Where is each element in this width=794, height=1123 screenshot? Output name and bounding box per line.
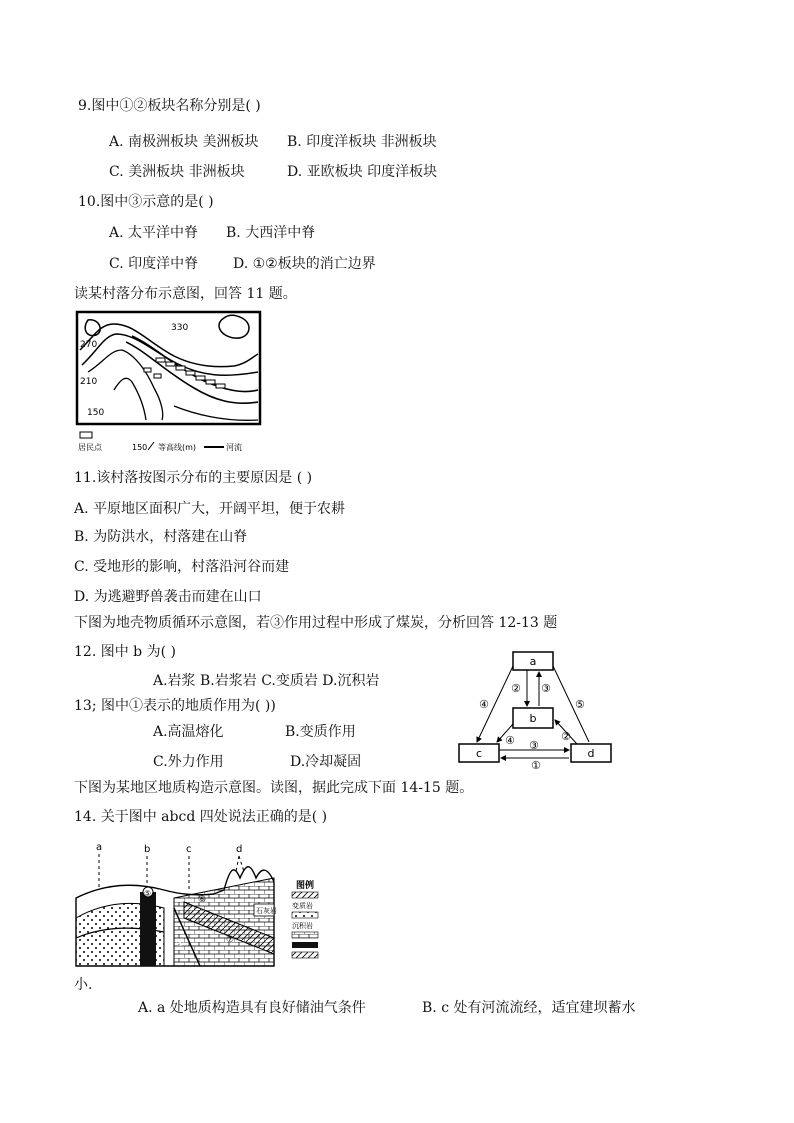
rock-cycle-diagram	[455, 648, 615, 770]
q13-option-b: B.变质作用	[285, 724, 356, 740]
contour-label-330: 330	[171, 323, 189, 333]
arrow-label: ①	[531, 759, 541, 770]
intro-q11: 读某村落分布示意图，回答 11 题。	[74, 286, 297, 302]
legend-swatch	[292, 942, 318, 948]
village-contour-map	[74, 310, 264, 455]
q14-option-b: B. c 处有河流流经，适宜建坝蓄水	[422, 1000, 636, 1016]
legend-swatch	[292, 932, 318, 938]
legend-swatch	[292, 952, 318, 958]
arrow-label: ④	[479, 698, 489, 711]
q10-option-a: A. 太平洋中脊	[109, 225, 199, 241]
label-b: b	[144, 844, 151, 855]
q14-option-a: A. a 处地质构造具有良好储油气条件	[138, 1000, 366, 1016]
q9-option-a: A. 南极洲板块 美洲板块	[109, 134, 259, 150]
box-c-label: c	[475, 747, 483, 760]
q10-option-d: D. ①②板块的消亡边界	[233, 256, 376, 272]
label-5: ⑤	[144, 889, 152, 898]
contour-label-270: 270	[80, 340, 98, 350]
q14-stem: 14. 关于图中 abcd 四处说法正确的是( )	[74, 809, 328, 825]
arrow-label: ⑤	[575, 698, 585, 711]
legend-metamorphic: 变质岩	[292, 902, 313, 910]
label-4: ④	[176, 939, 185, 949]
box-b-label: b	[529, 712, 537, 725]
q10-option-c: C. 印度洋中脊	[109, 256, 199, 272]
legend-contour-value: 150	[132, 443, 148, 452]
geology-cross-section	[74, 838, 336, 974]
q11-option-b: B. 为防洪水，村落建在山脊	[74, 529, 248, 545]
stray-text: 小.	[74, 977, 93, 993]
label-c: c	[186, 844, 192, 855]
q13-stem: 13; 图中①表示的地质作用为( ))	[74, 698, 276, 714]
legend-swatch	[292, 892, 318, 898]
q12-options: A.岩浆 B.岩浆岩 C.变质岩 D.沉积岩	[153, 673, 380, 689]
legend-river-label: 河流	[226, 443, 242, 452]
q10-stem: 10.图中③示意的是( )	[78, 194, 214, 210]
legend-swatch	[292, 912, 318, 918]
q13-option-a: A.高温熔化	[153, 724, 224, 740]
arrow-label: ③	[541, 682, 551, 695]
label-a: a	[96, 842, 103, 853]
q9-stem: 9.图中①②板块名称分别是( )	[78, 98, 261, 114]
q10-option-b: B. 大西洋中脊	[226, 225, 316, 241]
intro-q14-15: 下图为某地区地质构造示意图。读图，据此完成下面 14-15 题。	[74, 780, 474, 796]
intro-q12-13: 下图为地壳物质循环示意图，若③作用过程中形成了煤炭，分析回答 12-13 题	[74, 615, 558, 631]
limestone-tag: 石灰岩	[256, 907, 277, 915]
arrow-label: ②	[561, 730, 571, 743]
q11-option-d: D. 为逃避野兽袭击而建在山口	[74, 589, 262, 605]
legend-settlement-symbol	[80, 432, 92, 438]
legend-contour-label: 等高线(m)	[158, 443, 197, 452]
q11-stem: 11.该村落按图示分布的主要原因是 ( )	[74, 470, 313, 486]
q9-option-d: D. 亚欧板块 印度洋板块	[287, 164, 438, 180]
q13-option-c: C.外力作用	[153, 754, 224, 770]
contour-label-150: 150	[87, 408, 105, 418]
q13-option-d: D.冷却凝固	[290, 754, 362, 770]
box-a-label: a	[529, 655, 537, 668]
legend-sedimentary: 沉积岩	[292, 922, 313, 930]
legend-contour-symbol	[148, 442, 154, 450]
legend-settlement-label: 居民点	[78, 443, 102, 452]
contour-label-210: 210	[80, 377, 98, 387]
box-d-label: d	[587, 747, 595, 760]
intrusion-dark	[140, 892, 156, 966]
q9-option-b: B. 印度洋板块 非洲板块	[287, 134, 437, 150]
q11-option-c: C. 受地形的影响，村落沿河谷而建	[74, 559, 290, 575]
q11-option-a: A. 平原地区面积广大，开阔平坦，便于农耕	[74, 501, 346, 517]
map-frame	[77, 312, 260, 424]
arrow-label: ③	[529, 739, 539, 752]
label-6: ⑥	[198, 895, 207, 905]
q9-option-c: C. 美洲板块 非洲板块	[109, 164, 245, 180]
legend-title: 图例	[296, 881, 315, 891]
label-d: d	[236, 844, 243, 855]
label-7: ⑦	[226, 935, 235, 945]
arrow-label: ②	[511, 682, 521, 695]
q12-stem: 12. 图中 b 为( )	[74, 644, 176, 660]
arrow-label: ④	[505, 734, 515, 747]
